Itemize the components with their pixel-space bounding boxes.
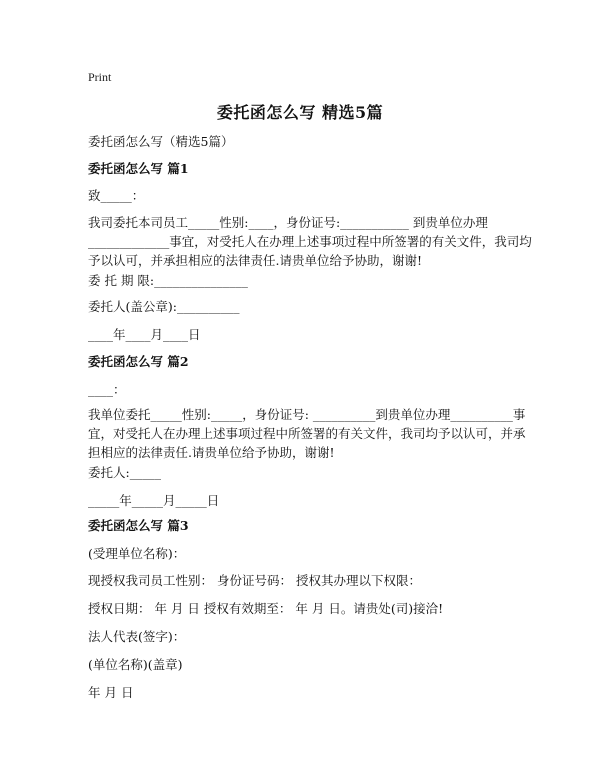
section-2-principal: 委托人:_____ — [88, 465, 161, 480]
section-1-principal: 委托人(盖公章):__________ — [88, 299, 240, 314]
section-2-heading: 委托函怎么写 篇2 — [88, 354, 189, 369]
section-1-heading: 委托函怎么写 篇1 — [88, 161, 189, 176]
section-3-line: (受理单位名称)： — [88, 546, 186, 561]
section-3-line: 现授权我司员工性别： 身份证号码： 授权其办理以下权限： — [88, 573, 421, 588]
document-title: 委托函怎么写 精选5篇 — [216, 103, 384, 122]
section-1-addressee: 致_____： — [88, 188, 145, 203]
section-1-body — [88, 213, 532, 270]
section-2-date: _____年_____月_____日 — [88, 493, 220, 508]
section-2-body-line: 担相应的法律责任.请贵单位给予协助，谢谢! — [88, 445, 335, 460]
section-2-body-line: 宜，对受托人在办理上述事项过程中所签署的有关文件，我司均予以认可，并承 — [88, 426, 526, 441]
section-3-line: 法人代表(签字)： — [88, 629, 186, 644]
section-2-body — [88, 405, 526, 462]
section-2-addressee: ____： — [88, 382, 126, 397]
section-1-body-line: 我司委托本司员工_____性别:____，身份证号:___________ 到贵单位办理 — [88, 215, 488, 230]
section-3-line: 年 月 日 — [88, 685, 134, 700]
section-1-term: 委 托 期 限:_______________ — [88, 273, 248, 288]
section-3-line: (单位名称)(盖章) — [88, 657, 183, 672]
section-1-body-line: _____________事宜，对受托人在办理上述事项过程中所签署的有关文件，我司均 — [88, 234, 532, 249]
section-2-body-line: 我单位委托_____性别:_____，身份证号: __________到贵单位办理__________事 — [88, 407, 526, 422]
section-3-heading: 委托函怎么写 篇3 — [88, 518, 189, 533]
document-subtitle: 委托函怎么写（精选5篇） — [88, 134, 234, 149]
section-1-date: ____年____月____日 — [88, 327, 201, 342]
print-label[interactable]: Print — [88, 70, 112, 84]
section-3-line: 授权日期： 年 月 日 授权有效期至： 年 月 日。请贵处(司)接洽! — [88, 601, 444, 616]
section-1-body-line: 予以认可，并承担相应的法律责任.请贵单位给予协助，谢谢! — [88, 253, 422, 268]
